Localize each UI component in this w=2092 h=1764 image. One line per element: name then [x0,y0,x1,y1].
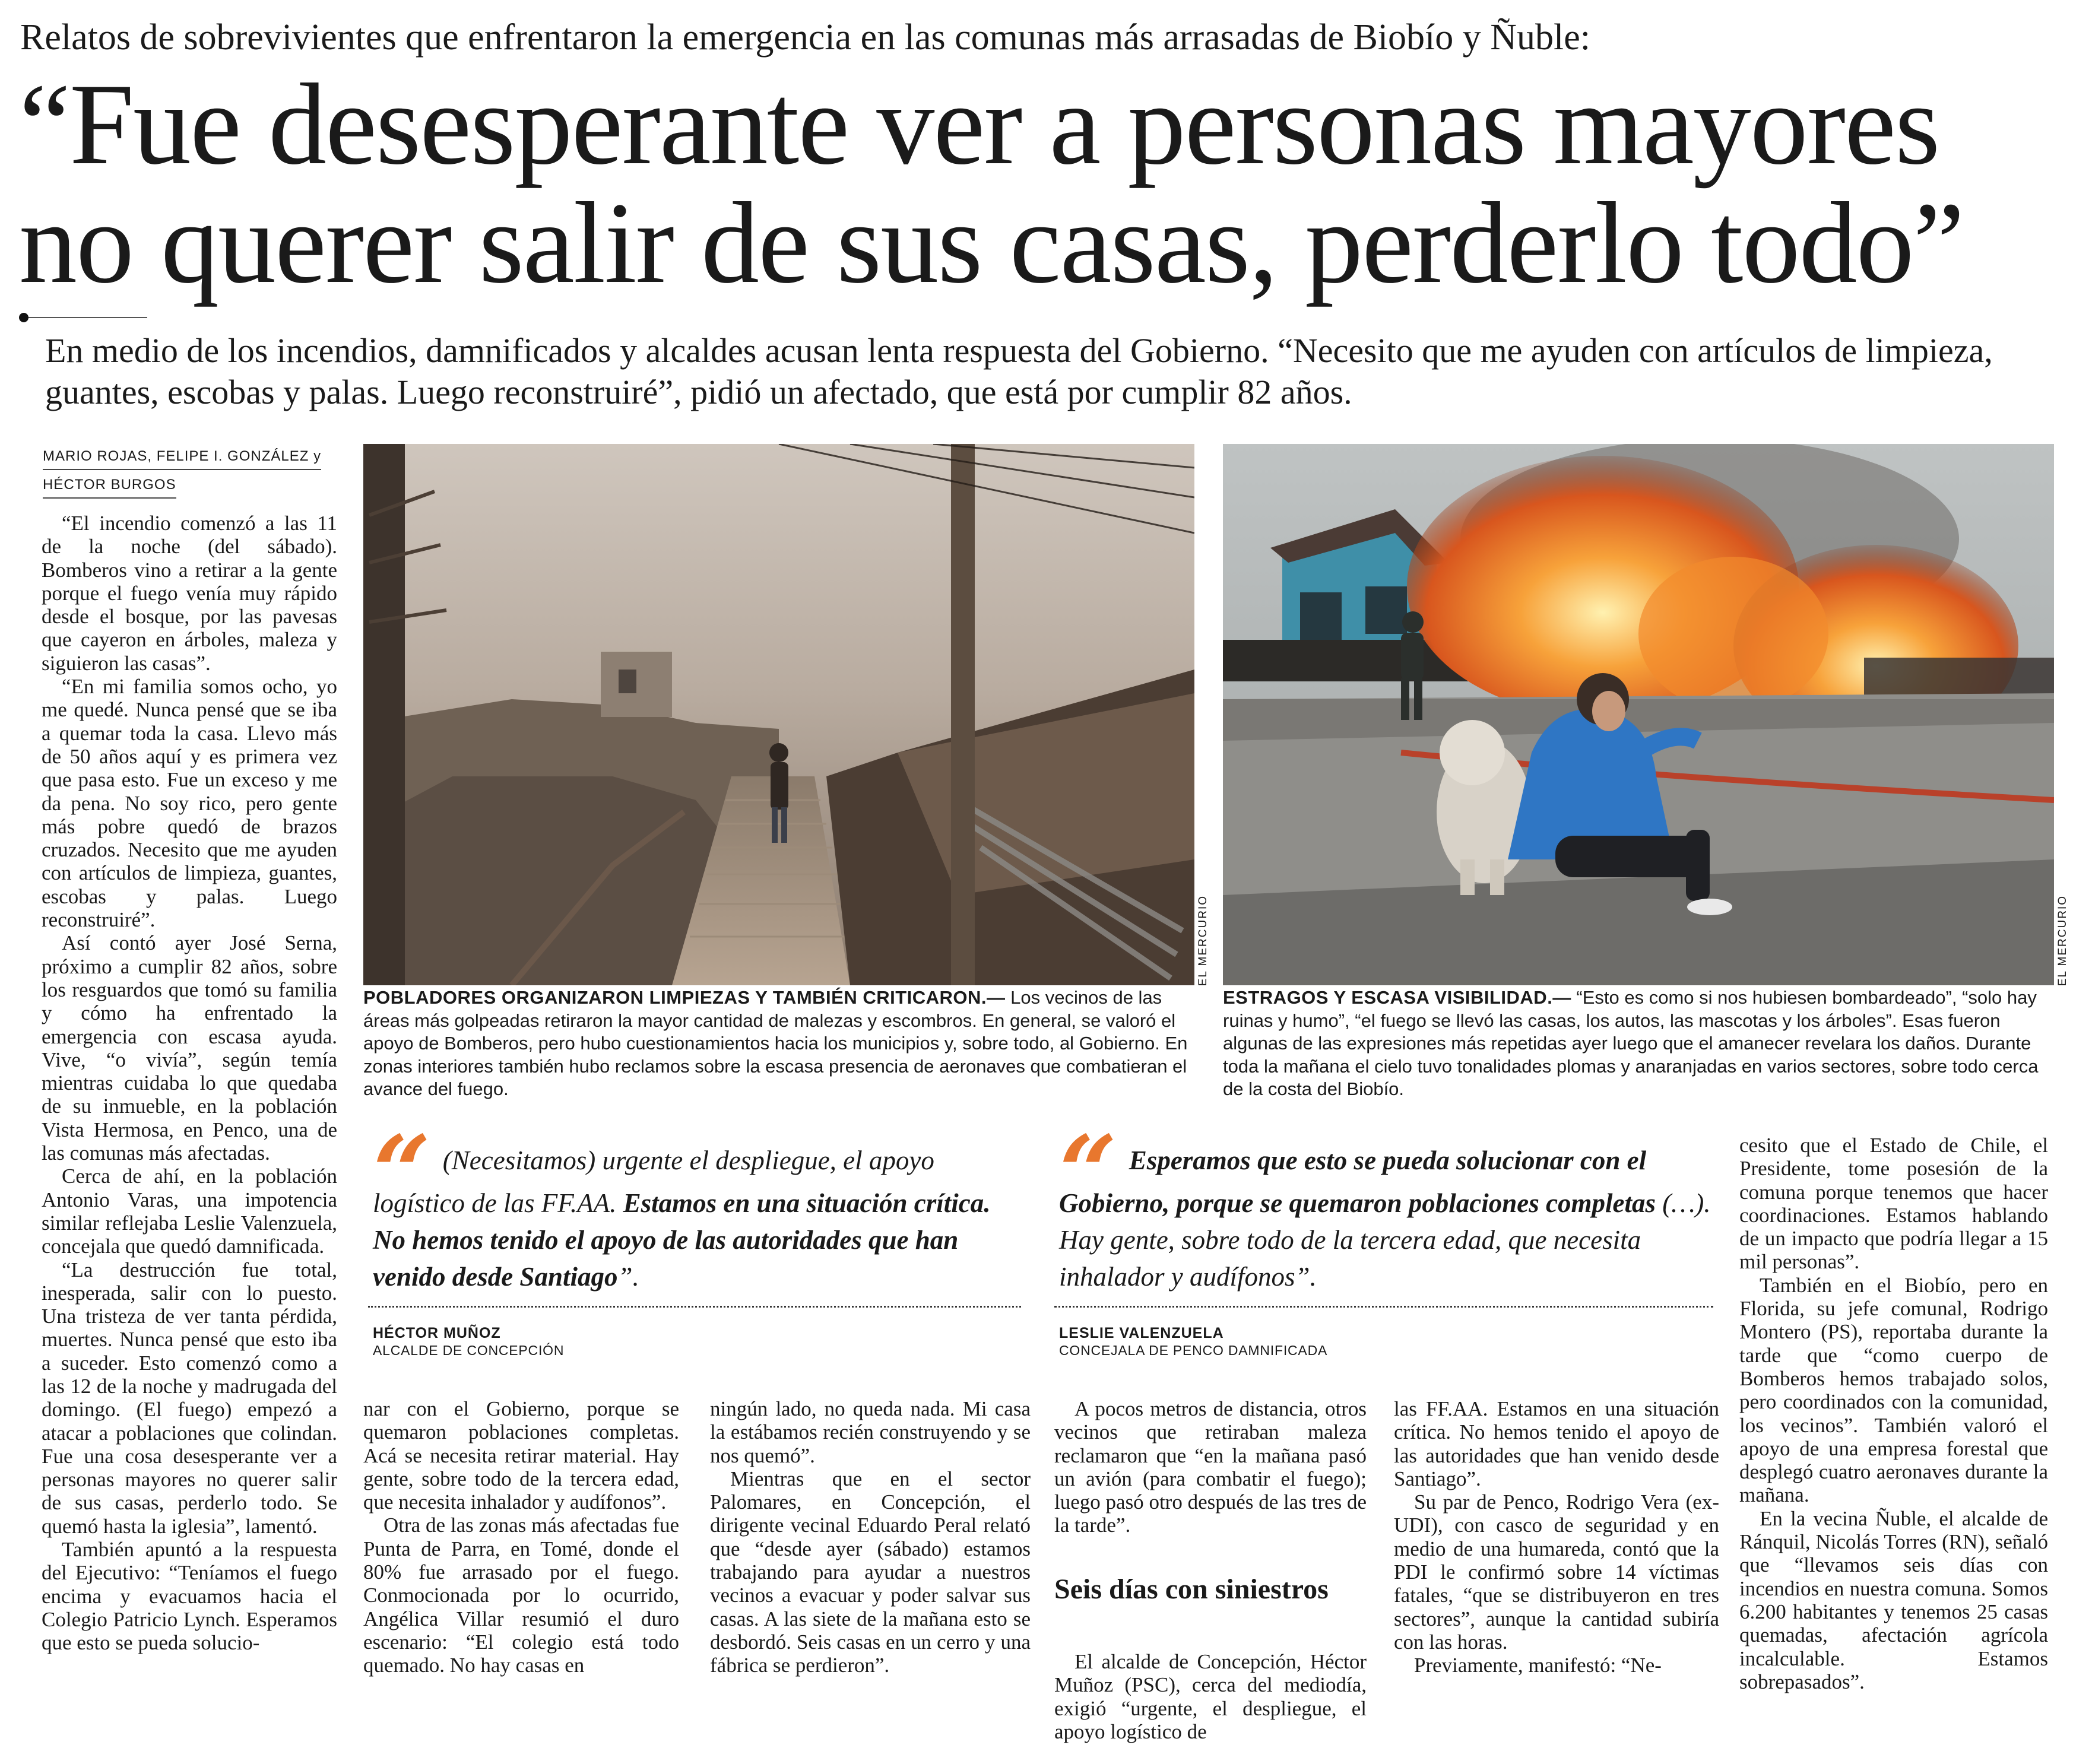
headline [19,60,2085,307]
paragraph: nar con el Gobierno, porque se quemaron poblaciones completas. Acá se necesita retirar material. Hay gente, sobre todo de la tercera edad, que necesita inhalador y audífonos”. [363,1397,679,1514]
quote-mark-icon: “ [373,1113,431,1232]
paragraph: Así contó ayer José Serna, próximo a cumplir 82 años, sobre los resguardos que tomó su familia y cómo ha enfrentado la emergencia con escasa ayuda. Vive, “o vivía”, según temía mientras cuidaba lo que quedaba de su inmueble, en la población Vista Hermosa, en Penco, una de las comunas más afectadas. [42,931,337,1165]
paragraph: Cerca de ahí, en la población Antonio Varas, una impotencia similar reflejaba Leslie Valenzuela, concejala que quedó damnificada. [42,1165,337,1258]
kicker: Relatos de sobrevivientes que enfrentaron la emergencia en las comunas más arrasadas de Biobío y Ñuble: [20,17,1591,58]
body-column-6 [1739,1134,2048,1693]
quote-text: ”. [617,1262,639,1292]
caption-text: “Esto es como si nos hubiesen bombardeado”, “solo hay ruinas y humo”, “el fuego se llevó las casas, los autos, las mascotas y los árboles”. Esas fueron algunas de las expresiones más repetidas ayer luego que el amanecer revelara los daños. Durante toda la mañana el cielo tuvo tonalidades plomas y anaranjadas en varios sectores, sobre todo cerca de la costa del Biobío. [1223,987,2039,1099]
section-subhead: Seis días con siniestros [1054,1573,1329,1605]
byline-line-1: MARIO ROJAS, FELIPE I. GONZÁLEZ y [43,445,321,470]
body-column-5 [1394,1397,1719,1677]
paragraph: Mientras que en el sector Palomares, en Concepción, el dirigente vecinal Eduardo Peral relató que “desde ayer (sábado) estamos trabajando para ayudar a nuestros vecinos a evacuar y poder salvar sus casas. A las siete de la mañana esto se desbordó. Seis casas en un cerro y una fábrica se perdieron”. [710,1467,1031,1677]
paragraph: También apuntó a la respuesta del Ejecutivo: “Teníamos el fuego encima y evacuamos hacia el Colegio Patricio Lynch. Esperamos que esto se pueda solucio- [42,1538,337,1655]
quote-text: (Necesitamos) urgente el despliegue, el apoyo logístico de las FF.AA. [373,1146,934,1218]
caption-title: ESTRAGOS Y ESCASA VISIBILIDAD.— [1223,987,1571,1008]
body-column-1 [42,512,337,1655]
bullet-rule [28,317,147,318]
paragraph: Su par de Penco, Rodrigo Vera (ex-UDI), con casco de seguridad y en medio de una humareda, contó que la PDI le confirmó sobre 14 víctimas fatales, “que se distribuyeron en tres sectores”, aunque la cantidad subiría con las horas. [1394,1490,1719,1654]
paragraph: Otra de las zonas más afectadas fue Punta de Parra, en Tomé, donde el 80% fue arrasado por el fuego. Conmocionada por lo ocurrido, Angélica Villar resumió el duro escenario: “El colegio está todo quemado. No hay casas en [363,1514,679,1677]
byline [43,445,328,502]
caption-text: Los vecinos de las áreas más golpeadas retiraron la mayor cantidad de malezas y escombros. En general, se valoró el apoyo de Bomberos, pero hubo cuestionamientos hacia los municipios y, sobre todo, al Gobierno. En zonas interiores también hubo reclamos sobre la escasa presencia de aeronaves que combatieran el avance del fuego. [363,987,1188,1099]
dotted-divider [1054,1306,1713,1308]
byline-line-2: HÉCTOR BURGOS [43,474,176,499]
quote-text-bold: Esperamos que esto se pueda solucionar con el Gobierno, porque se quemaron poblaciones completas [1059,1146,1656,1218]
quote-text-bold: Estamos en una situación crítica. No hemos tenido el apoyo de las autoridades que han venido desde Santiago [373,1188,991,1292]
photo-caption-1 [363,986,1194,1101]
paragraph: ningún lado, no queda nada. Mi casa la estábamos recién construyendo y se nos quemó”. [710,1397,1031,1467]
body-column-4 [1054,1397,1367,1537]
caption-title: POBLADORES ORGANIZARON LIMPIEZAS Y TAMBIÉN CRITICARON.— [363,987,1006,1008]
paragraph: “En mi familia somos ocho, yo me quedé. Nunca pensé que se iba a quemar toda la casa. Llevo más de 50 años aquí y es primera vez que pasa esto. Fue un exceso y me da pena. No soy rico, pero gente más pobre quedó de brazos cruzados. Necesito que me ayuden con artículos de limpieza, guantes, escobas y palas. Luego reconstruiré”. [42,675,337,932]
bullet-dot [19,313,28,322]
quote-text: (…). Hay gente, sobre todo de la tercera edad, que necesita inhalador y audífonos”. [1059,1188,1711,1292]
pull-quote-1 [373,1113,1026,1295]
photo-credit: EL MERCURIO [2056,895,2069,986]
paragraph: “El incendio comenzó a las 11 de la noche (del sábado). Bomberos vino a retirar a la gente porque el fuego venía muy rápido desde el bosque, por las pavesas que cayeron en árboles, maleza y siguieron las casas”. [42,512,337,675]
quote-author: HÉCTOR MUÑOZ [373,1325,501,1341]
headline-line-1: “Fue desesperante ver a personas mayores [19,60,1939,189]
dotted-divider [368,1306,1021,1308]
paragraph: “La destrucción fue total, inesperada, salir con lo puesto. Una tristeza de ver tanta pérdida, muertes. Nunca pensé que esto iba a suceder. Esto comenzó como a las 12 de la noche y madrugada del domingo. (El fuego) empezó a atacar a poblaciones que colindan. Fue una cosa desesperante ver a personas mayores no querer salir de sus casas, perderlo todo. Se quemó hasta la iglesia”, lamentó. [42,1258,337,1538]
body-column-4-continued [1054,1650,1367,1743]
deck: En medio de los incendios, damnificados y alcaldes acusan lenta respuesta del Gobierno. “Necesito que me ayuden con artículos de limpieza, guantes, escobas y palas. Luego reconstruiré”, pidió un afectado, que está por cumplir 82 años. [45,331,1993,411]
photo-credit: EL MERCURIO [1197,895,1209,986]
pull-quote-2 [1059,1113,1718,1295]
paragraph: cesito que el Estado de Chile, el Presidente, tome posesión de la comuna porque tenemos que hacer coordinaciones. Estamos hablando de un impacto que podría llegar a 15 mil personas”. [1739,1134,2048,1274]
quote-author-role: ALCALDE DE CONCEPCIÓN [373,1343,565,1358]
body-column-2 [363,1397,679,1677]
photo-burned-neighborhood [363,444,1194,985]
quote-mark-icon: “ [1059,1113,1117,1232]
paragraph: las FF.AA. Estamos en una situación crítica. No hemos tenido el apoyo de las autoridades que han venido desde Santiago”. [1394,1397,1719,1490]
photo-caption-2 [1223,986,2054,1101]
headline-line-2: no querer salir de sus casas, perderlo todo” [19,179,1964,307]
quote-author: LESLIE VALENZUELA [1059,1325,1224,1341]
paragraph: El alcalde de Concepción, Héctor Muñoz (PSC), cerca del mediodía, exigió “urgente, el despliegue, el apoyo logístico de [1054,1650,1367,1743]
quote-author-role: CONCEJALA DE PENCO DAMNIFICADA [1059,1343,1328,1358]
photo-house-fire [1223,444,2054,985]
paragraph: También en el Biobío, pero en Florida, su jefe comunal, Rodrigo Montero (PS), reportaba durante la tarde que “como cuerpo de Bomberos hemos trabajado solos, pero coordinados con la comunidad, los vecinos”. También valoró el apoyo de una empresa forestal que desplegó cuatro aeronaves durante la mañana. [1739,1273,2048,1507]
paragraph: Previamente, manifestó: “Ne- [1414,1654,1662,1677]
paragraph: A pocos metros de distancia, otros vecinos que retiraban maleza reclamaron que “en la mañana pasó un avión (para combatir el fuego); luego pasó otro después de las tres de la tarde”. [1054,1397,1367,1537]
body-column-3 [710,1397,1031,1677]
paragraph: En la vecina Ñuble, el alcalde de Ránquil, Nicolás Torres (RN), señaló que “llevamos seis días con incendios en nuestra comuna. Somos 6.200 habitantes y tenemos 25 casas quemadas, afectación agrícola incalculable. Estamos sobrepasados”. [1739,1506,2048,1693]
